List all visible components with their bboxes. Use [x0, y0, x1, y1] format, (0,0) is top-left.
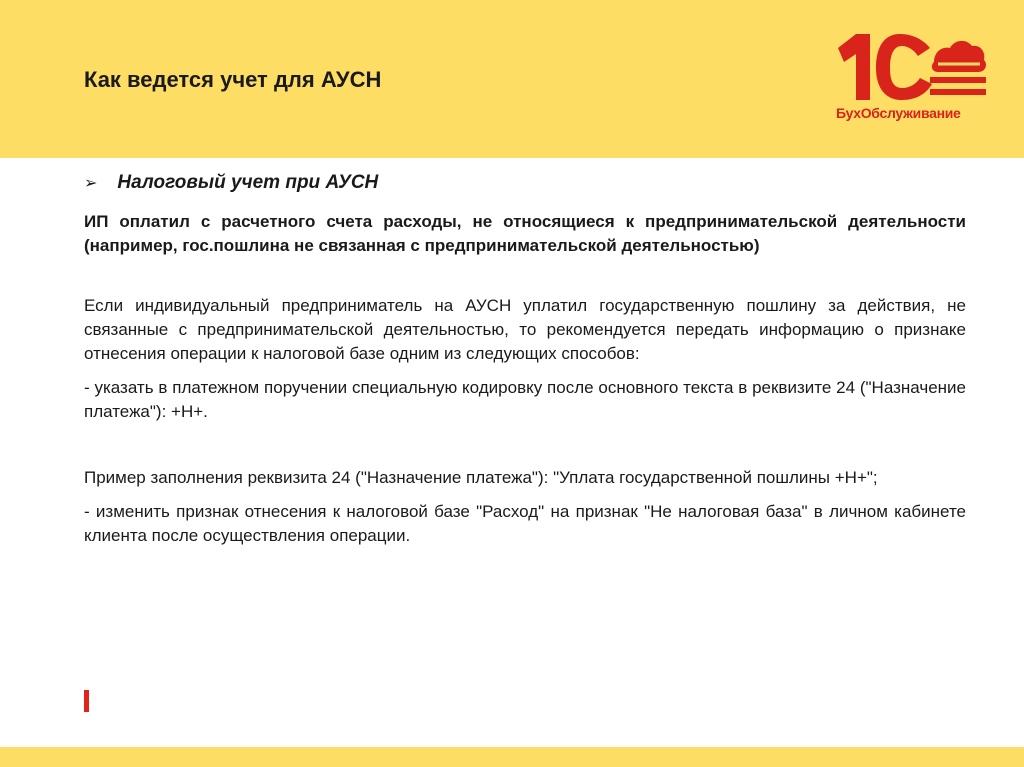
subtitle-text: Налоговый учет при АУСН	[117, 172, 379, 193]
content-area	[84, 172, 966, 548]
page-title: Как ведется учет для АУСН	[84, 67, 382, 92]
red-accent-mark	[84, 690, 89, 712]
section-subtitle	[84, 172, 966, 194]
arrow-bullet-icon: ➢	[84, 175, 98, 192]
logo-caption: БухОбслуживание	[836, 105, 961, 121]
footer-band	[0, 747, 1024, 767]
example-paragraph: Пример заполнения реквизита 24 ("Назначение платежа"): "Уплата государственной пошлины +Н+";	[84, 468, 878, 487]
header-band	[0, 0, 1024, 158]
case-description: ИП оплатил с расчетного счета расходы, не относящиеся к предпринимательской деятельности (например, гос.пошлина не связанная с предпринимательской деятельностью)	[84, 212, 966, 255]
method-one-paragraph: - указать в платежном поручении специальную кодировку после основного текста в реквизите 24 ("Назначение платежа"): +Н+.	[84, 378, 966, 421]
explanation-paragraph: Если индивидуальный предприниматель на АУСН уплатил государственную пошлину за действия, не связанные с предпринимательской деятельностью, то рекомендуется передать информацию о признаке отнесения операции к налоговой базе одним из следующих способов:	[84, 296, 966, 363]
method-two-paragraph: - изменить признак отнесения к налоговой базе "Расход" на признак "Не налоговая база" в личном кабинете клиента после осуществления операции.	[84, 502, 966, 545]
